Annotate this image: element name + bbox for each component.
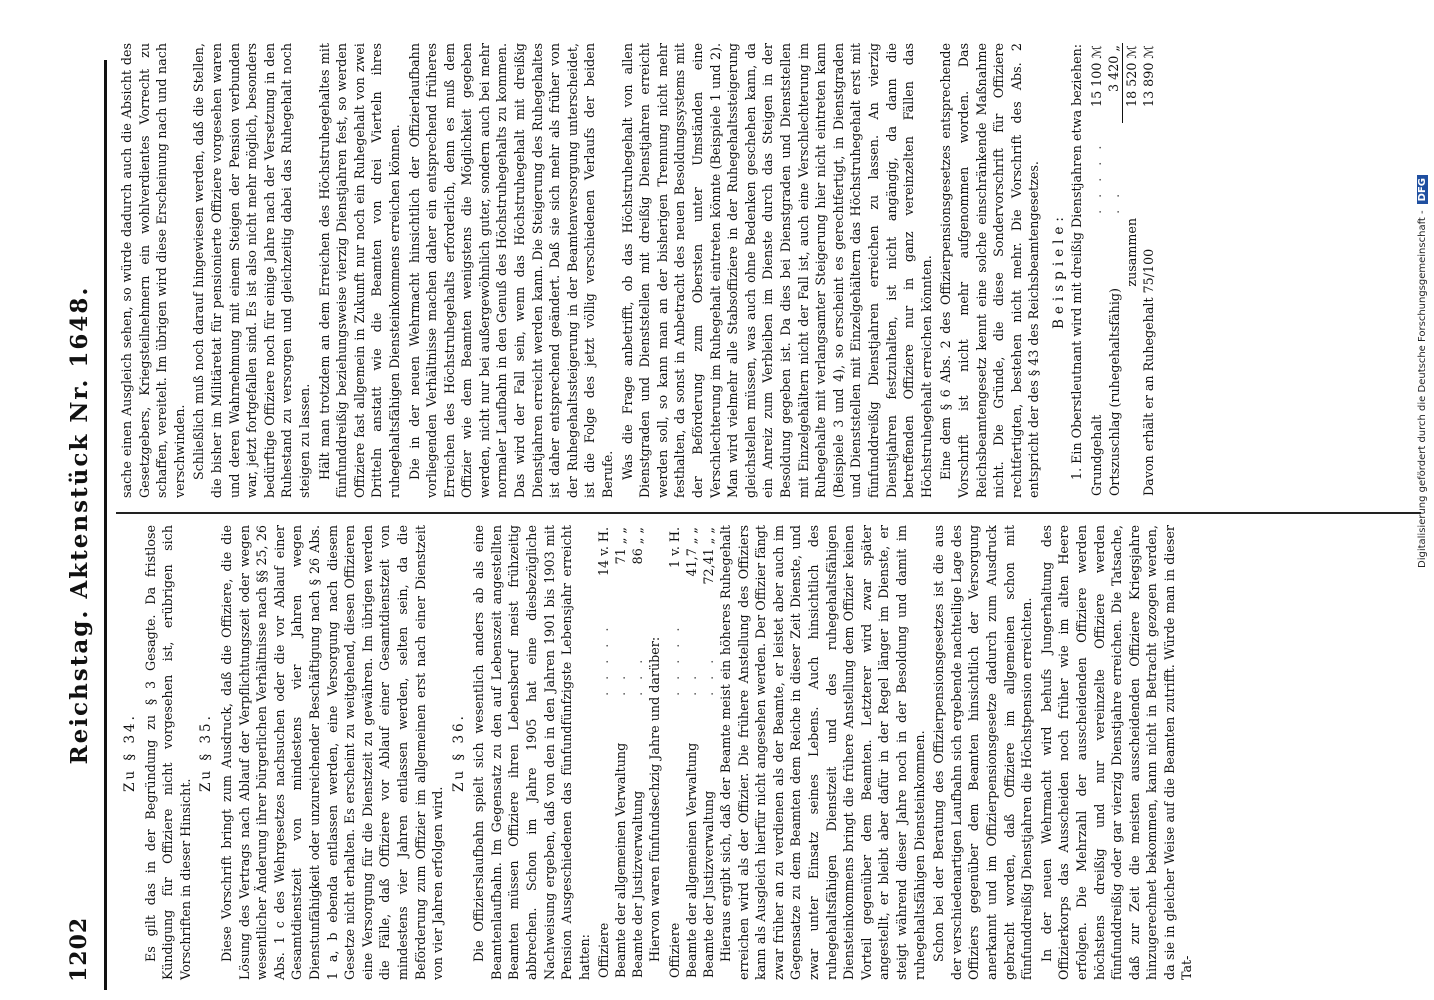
paragraph-hieraus: Hieraus ergibt sich, daß der Beamte meist ein höheres Ruhegehalt erreichen wird als der Offizier. Die frühere Anstellung des Offiziers kann als Ausgleich hierfür nicht angesehen werden. Der Offizier fängt zwar früher an zu verdienen als der Beamte, er leistet aber auch im Gegensatze zu dem Beamten dem Reiche in dieser Zeit Dienste, und zwar unter Einsatz seines Lebens. Auch hinsichtlich des ruhegehaltsfähigen Dienstzeit und des ruhegehaltsfähigen Diensteinkommens bringt die frühere Anstellung dem Offizier keinen Vorteil gegenüber dem Beamten. Letzterer wird zwar später angestellt, er bleibt aber dafür in der Regel länger im Dienste, er steigt während dieser Jahre noch in der Besoldung und damit im ruhegehaltsfähigen Diensteinkommen. — [718, 525, 927, 980]
table2-intro: Hiervon waren fünfundsechzig Jahre und darüber: — [647, 636, 663, 962]
paragraph-in-der: In der neuen Wehrmacht wird behufs Jungerhaltung des Offizierkorps das Ausscheiden noch früher wie im alten Heere erfolgen. Die Mehrzahl der ausscheidenden Offiziere werden höchstens dreißig und nur vereinzelte Offiziere werden fünfunddreißig oder gar vierzig Dienstjahre erreichen. Die Tatsache, daß zur Zeit die meisten ausscheidenden Offiziere Kriegsjahre hinzugerechnet bekommen, kann nicht in Betracht gezogen werden, da sie in gleicher Weise auf die Beamten zutrifft. Würde man in dieser Tat- — [1038, 525, 1195, 980]
paragraph-schliesslich: Schließlich muß noch darauf hingewiesen werden, daß die Stellen, die bisher im Militäretat für pensionierte Offiziere vorgesehen waren und deren Wahrnehmung mit einem Steigen der Pension verbunden war, jetzt fortgefallen sind. Es ist also nicht mehr möglich, besonders bedürftige Offiziere noch für einige Jahre nach der Versetzung in den Ruhestand zu versorgen und gleichzeitig dabei das Ruhegehalt noch steigen zu lassen. — [191, 43, 312, 498]
page-title: Reichstag. Aktenstück Nr. 1648. — [66, 285, 93, 765]
paragraph-sec34: Es gilt das in der Begründung zu § 3 Gesagte. Da fristlose Kündigung für Offiziere nicht vorgesehen ist, erübrigen sich Vorschriften in dieser Hinsicht. — [142, 525, 193, 980]
dfg-credit-text: Digitalisierung gefördert durch die Deutsche Forschungsgemeinschaft - — [1417, 210, 1428, 568]
paragraph-sec36: Die Offizierslaufbahn spielt sich wesentlich anders ab als eine Beamtenlaufbahn. Im Gegensatz zu den auf Lebenszeit angestellten Beamten müssen Offiziere ihren Lebensberuf meist frühzeitig abbrechen. Schon im Jahre 1905 hat eine diesbezügliche Nachweisung ergeben, daß von den in den Jahren 1901 bis 1903 mit Pension Ausgeschiedenen das fünfundfünfzigste Lebensjahr erreicht hatten: — [471, 525, 592, 980]
example-intro: 1. Ein Oberstleutnant wird mit dreißig Dienstjahren etwa beziehen: — [1069, 43, 1085, 480]
paragraph-was: Was die Frage anbetrifft, ob das Höchstruhegehalt von allen Dienstgraden und Dienststellen mit dreißig Dienstjahren erreicht werden soll, so kann man an der bisherigen Trennung nicht mehr festhalten, da sonst in Anbetracht des neuen Besoldungssystems mit der Beförderung zum Obersten unter Umständen eine Verschlechterung im Ruhegehalt eintreten könnte (Beispiele 1 und 2). Man wird vielmehr alle Stabsoffiziere in der Ruhegehaltssteigerung gleichstellen müssen, was auch ohne Bedenken geschehen kann, da ein Anreiz zum Verbleiben im Dienste durch das Steigen in der Besoldung gegeben ist. Da dies bei Dienstgraden und Dienststellen mit Einzelgehältern nicht der Fall ist, auch eine Verschlechterung im Ruhegehalte mit verlangsamter Steigerung hier nicht eintreten kann (Beispiele 3 und 4), so erscheint es gerechtfertigt, in Dienstgraden und Dienststellen mit Einzelgehältern das Höchstruhegehalt erst mit fünfunddreißig Dienstjahren erreichen zu lassen. An vierzig Dienstjahren festzuhalten, ist nicht angängig, da dann die betreffenden Offiziere nur in ganz vereinzelten Fällen das Höchstruhegehalt erreichen könnten. — [619, 43, 934, 498]
table-cell-value: 13 890 ℳ — [1141, 45, 1157, 107]
table-cell-value: 3 420 „ — [1105, 43, 1123, 123]
header-rule — [104, 60, 107, 990]
column-divider — [116, 512, 1421, 514]
table-cell-value: 18 520 ℳ — [1124, 45, 1140, 107]
table-row: Grundgehalt . . . . . 15 100 ℳ — [1089, 45, 1105, 496]
table-cell-label: Davon erhält er an Ruhegehalt 75/100 — [1141, 248, 1157, 496]
dfg-margin-strip — [1414, 8, 1434, 568]
rotated-document — [60, 43, 1430, 990]
table-cell-label: Offiziere — [667, 922, 683, 978]
table-cell-label: Beamte der Justizverwaltung — [701, 790, 717, 978]
table-cell-label: Beamte der Justizverwaltung — [630, 790, 646, 978]
paragraph-die-neuen: Die in der neuen Wehrmacht hinsichtlich der Offizierlaufbahn vorliegenden Verhältnisse machen daher ein entsprechend früheres Erreichen des Höchstruhegehalts erforderlich, denn es muß dem Offizier wie dem Beamten wenigstens die Möglichkeit gegeben werden, nicht nur bei außergewöhnlich guter, sondern auch bei mehr normaler Laufbahn in den Genuß des Höchstruhegehalts zu kommen. Das wird der Fall sein, wenn das Höchstruhegehalt mit dreißig Dienstjahren erreicht werden kann. Die Steigerung des Ruhegehaltes ist daher entsprechend geändert. Daß sie sich mehr als früher von der Ruhegehaltssteigerung in der Beamtenversorgung unterscheidet, ist die Folge des jetzt völlig verschiedenen Verlaufs der beiden Berufe. — [406, 43, 616, 498]
table-row: Beamte der allgemeinen Verwaltung . . 41,7 „ „ — [684, 527, 700, 978]
table-cell-value: 72,41 „ „ — [701, 527, 717, 585]
right-column — [118, 43, 1157, 498]
table-cell-value: 1 v. H. — [667, 527, 683, 568]
statistics-table-65 — [666, 525, 717, 980]
table-row: Offiziere . . . . . 14 v. H. — [596, 527, 612, 978]
statistics-table-55 — [595, 525, 646, 980]
table-cell-label: Beamte der allgemeinen Verwaltung — [684, 742, 700, 978]
table-row — [1140, 43, 1157, 498]
table-cell-value: 14 v. H. — [596, 527, 612, 577]
left-column — [118, 525, 1198, 980]
examples-heading: Beispiele: — [1050, 212, 1067, 329]
table-row — [1123, 43, 1141, 498]
page-header — [60, 60, 112, 990]
table-cell-label: Beamte der allgemeinen Verwaltung — [613, 742, 629, 978]
table-cell-value: 41,7 „ „ — [684, 527, 700, 577]
dfg-credit — [1417, 8, 1428, 568]
section-heading-35: Zu § 35. — [198, 713, 215, 792]
table-cell-label: zusammen — [1124, 217, 1140, 287]
table-cell-label: Grundgehalt — [1089, 414, 1105, 496]
section-heading-36: Zu § 36. — [450, 713, 467, 792]
page-number: 1202 — [66, 916, 92, 982]
table-cell-value: 15 100 ℳ — [1089, 45, 1105, 107]
paragraph-continuation: sache einen Ausgleich sehen, so würde dadurch auch die Absicht des Gesetzgebers, Kriegsteilnehmern ein wohlverdientes Vorrecht zu schaffen, vereitelt. Im übrigen wird diese Erscheinung nach und nach verschwinden. — [119, 43, 187, 498]
table-cell-label: Ortszuschlag (ruhegehaltsfähig) — [1106, 288, 1122, 496]
paragraph-eine: Eine dem § 6 Abs. 2 des Offizierpensionsgesetzes entsprechende Vorschrift ist nicht mehr aufgenommen worden. Das Reichsbeamtengesetz kennt eine solche einschränkende Maßnahme nicht. Die Gründe, die diese Sondervorschrift für Offiziere rechtfertigten, bestehen nicht mehr. Die Vorschrift des Abs. 2 entspricht der des § 43 des Reichsbeamtengesetzes. — [938, 43, 1042, 498]
table-cell-value: 71 „ „ — [613, 527, 629, 565]
paragraph-sec35: Diese Vorschrift bringt zum Ausdruck, daß die Offiziere, die die Lösung des Vertrags nach Ablauf der Verpflichtungszeit oder wegen wesentlicher Änderung ihrer bürgerlichen Verhältnisse nach §§ 25, 26 Abs. 1 c des Wehrgesetzes nachsuchen oder die vor Ablauf einer Gesamtdienstzeit von mindestens vier Jahren wegen Dienstunfähigkeit oder unzureichender Beschäftigung nach § 26 Abs. 1 a, b ebenda entlassen werden, eine Versorgung nach diesem Gesetze nicht erhalten. Es erscheint zu weitgehend, diesen Offizieren eine Versorgung für die Dienstzeit zu gewähren. Im übrigen werden die Fälle, daß Offiziere vor Ablauf einer Gesamtdienstzeit von mindestens vier Jahren entlassen werden, selten sein, da die Beförderung zum Offizier im allgemeinen erst nach einer Dienstzeit von vier Jahren erfolgen wird. — [218, 525, 446, 980]
table-row: Beamte der allgemeinen Verwaltung . . 71 „ „ — [613, 527, 629, 978]
section-heading-34: Zu § 34. — [122, 713, 138, 792]
paragraph-haelt: Hält man trotzdem an dem Erreichen des Höchstruhegehaltes mit fünfunddreißig beziehungsweise vierzig Dienstjahren fest, so werden Offiziere fast allgemein in Zukunft nur noch ein Ruhegehalt von zwei Dritteln anstatt wie die Beamten von drei Vierteln ihres ruhegehaltsfähigen Diensteinkommens erreichen können. — [316, 43, 402, 498]
example-table — [1088, 43, 1157, 498]
dfg-logo-icon: DFG — [1417, 175, 1428, 204]
table-row: Offiziere . . . . . 1 v. H. — [667, 527, 683, 978]
table-cell-value: 86 „ „ — [630, 527, 646, 565]
table-cell-label: Offiziere — [596, 922, 612, 978]
paragraph-schon: Schon bei der Beratung des Offizierpensionsgesetzes ist die aus der verschiedenartigen Laufbahn sich ergebende nachteilige Lage des Offiziers gegenüber dem Beamten hinsichtlich der Versorgung anerkannt und im Offizierpensionsgesetze dadurch zum Ausdruck gebracht worden, daß Offiziere im allgemeinen schon mit fünfunddreißig Dienstjahren die Höchstpension erreichten. — [931, 525, 1035, 980]
table-row: Ortszuschlag (ruhegehaltsfähig) . . 3 420 „ — [1106, 45, 1122, 496]
table-row: Beamte der Justizverwaltung . . . 72,41 „ „ — [701, 527, 717, 978]
table-row: Beamte der Justizverwaltung . . . 86 „ „ — [630, 527, 646, 978]
